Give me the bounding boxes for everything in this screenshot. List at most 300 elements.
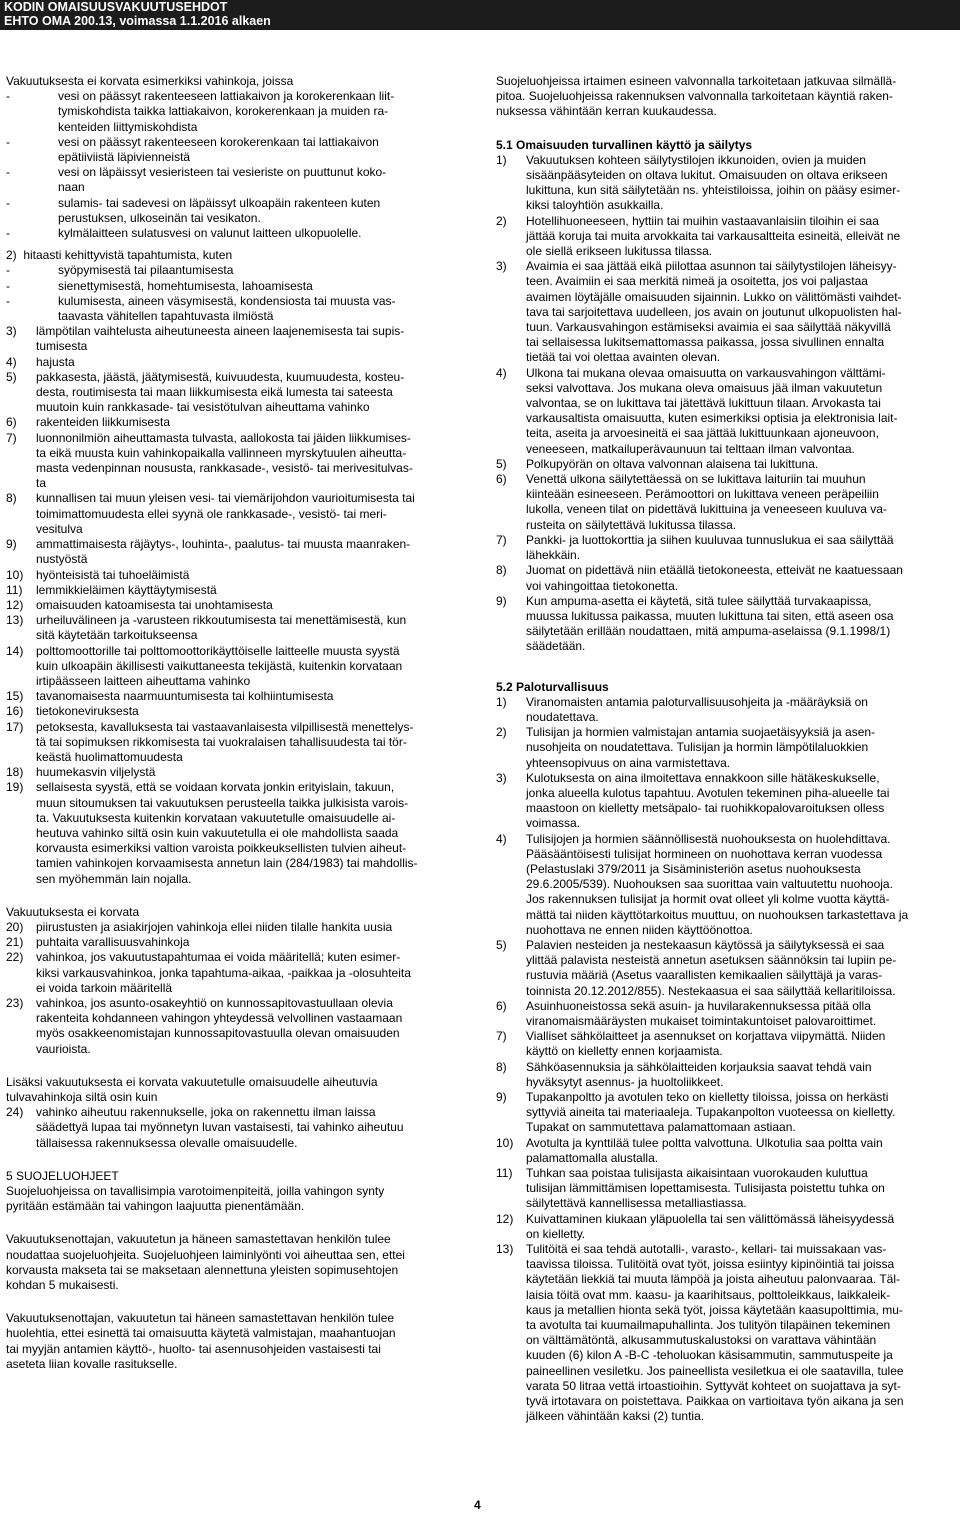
item-line: lämpötilan vaihtelusta aiheutuneesta aineen laajenemisesta tai supis- — [36, 324, 405, 339]
numbered-item — [496, 695, 956, 725]
item-line: tai sellaisessa lukitsemattomassa paikassa, jossa sivullinen ennalta — [526, 335, 885, 350]
item-number: 4) — [496, 365, 507, 380]
item-line: huumekasvin viljelystä — [36, 765, 156, 780]
item-line: kaus ja metallien hionta sekä työt, joissa käytetään kaasupolttimia, mu- — [526, 1302, 903, 1317]
item-line: vahinkoa, jos vakuutustapahtumaa ei voida määritellä; kuten esimer- — [36, 950, 401, 965]
item-line: Ulkona tai mukana olevaa omaisuutta on varkausvahingon välttämi- — [526, 365, 886, 380]
item-line: Tulisijojen ja hormien säännöllisestä nuohouksesta on huolehdittava. — [526, 831, 891, 846]
item-line: Viranomaisten antamia paloturvallisuusohjeita ja -määräyksiä on — [526, 694, 868, 709]
item-line: toinnista 20.12.2012/855). Nestekaasua ei saa säilyttää kellaritiloissa. — [526, 983, 896, 998]
exclusion-bullet — [6, 89, 476, 135]
dash-line: taavasta vähitellen tapahtuvasta ilmiöstä — [58, 309, 274, 324]
item-text — [36, 1105, 476, 1151]
item-line: sitä käytetään tarkoitukseensa — [36, 628, 198, 643]
item-line: sisäänpääsyteiden on oltava lukitut. Omaisuuden on oltava erikseen — [526, 168, 888, 183]
item-text — [36, 780, 476, 886]
item-line: jonka alueella kulotus tapahtuu. Avotulen tekeminen piha-alueelle tai — [526, 785, 890, 800]
item-line: veneeseen, matkailuperävaunuun tai telttaan ilman valvontaa. — [526, 441, 855, 456]
numbered-item — [496, 214, 956, 260]
item-line: laisia töitä ovat mm. kaasu- ja kaarihitsaus, polttoleikkaus, laikkaleik- — [526, 1287, 891, 1302]
item-number: 10) — [6, 567, 24, 582]
item-number: 1) — [496, 152, 507, 167]
numbered-item — [496, 771, 956, 832]
paragraph: noudattaa suojeluohjeita. Suojeluohjeen laiminlyönti voi aiheuttaa sen, ettei — [6, 1247, 405, 1262]
dash-marker: - — [6, 165, 10, 180]
item-text — [36, 613, 476, 643]
item-line: voimassa. — [526, 816, 581, 831]
item-number: 12) — [6, 597, 24, 612]
item-text — [36, 431, 476, 492]
item-line: toimimattomuudesta ellei syynä ole rankkasade-, vesistö- tai meri- — [36, 506, 387, 521]
item-line: Pankki- ja luottokorttia ja siihen kuuluvaa tunnuslukua ei saa säilyttää — [526, 532, 894, 547]
item-line: käytetään liekkiä tai muuta lämpöä ja joista aiheutuu palonvaaraa. Täl- — [526, 1272, 901, 1287]
item-line: avaimen löytäjälle omaisuuden sijainnin. Lukko on välittömästi vaihdet- — [526, 289, 902, 304]
dash-marker: - — [6, 195, 10, 210]
item-text — [526, 214, 956, 260]
exclusion-subbullet — [6, 263, 476, 278]
item-line: sellaisesta syystä, että se voidaan korvata jonkin erityislain, takuun, — [36, 780, 395, 795]
numbered-item — [6, 704, 476, 719]
item-number: 5) — [496, 937, 507, 952]
item-line: tyvä irtotavara on poistettava. Paikkaa on vartioitava työn aikana ja sen — [526, 1394, 904, 1409]
exclusion-bullet — [6, 226, 476, 241]
item-line: muutoin kuin rankkasade- tai vesistötulvan aiheuttama vahinko — [36, 400, 370, 415]
item-text — [36, 537, 476, 567]
item-text — [36, 996, 476, 1057]
numbered-item — [6, 920, 476, 935]
spacer — [6, 1057, 476, 1075]
item-line: valvontaa, se on lukittava tai jätettävä lukittuun tilaan. Arvokasta tai — [526, 396, 881, 411]
spacer — [6, 1151, 476, 1169]
exclusion-bullet — [6, 165, 476, 195]
item-number: 6) — [496, 472, 507, 487]
item-text — [36, 370, 476, 416]
item-line: Juomat on pidettävä niin etäällä tietokoneesta, etteivät ne kaatuessaan — [526, 563, 903, 578]
item-text — [526, 938, 956, 999]
item-line: Tupakat on sammutettava palamattomaan astiaan. — [526, 1120, 796, 1135]
item-number: 22) — [6, 950, 24, 965]
item-line: on välttämätöntä, alkusammutuskalustoksi on varattava vähintään — [526, 1333, 877, 1348]
numbered-item — [496, 999, 956, 1029]
item-line: vahinkoa, jos asunto-osakeyhtiö on kunnossapitovastuullaan olevia — [36, 995, 393, 1010]
numbered-item — [6, 537, 476, 567]
numbered-item — [6, 431, 476, 492]
item-line: varata 50 litraa vettä irtoastioihin. Syttyvät kohteet on suojattava ja syt- — [526, 1378, 901, 1393]
dash-marker: - — [6, 293, 10, 308]
item-text — [526, 999, 956, 1029]
paragraph: pitoa. Suojeluohjeissa rakennuksen valvonnalla tarkoitetaan käyntiä raken- — [496, 89, 893, 104]
item-number: 9) — [496, 1090, 507, 1104]
numbered-item — [6, 1105, 476, 1151]
numbered-item — [496, 725, 956, 771]
item-line: ta eikä muusta kuin vahinkopaikalla vallinneen myrskytuulen aiheutta- — [36, 445, 407, 460]
left-column — [6, 74, 476, 1372]
spacer — [6, 887, 476, 905]
item-line: nuohottava ne ennen niiden käyttöönottoa. — [526, 922, 753, 937]
item-line: rusteita on säilytettävä lukitussa tilassa. — [526, 517, 737, 532]
item-text — [526, 1212, 956, 1242]
item-line: myös osakkeenomistajan kunnossapitovastuulla olevan omaisuuden — [36, 1026, 400, 1041]
item-text — [36, 920, 476, 935]
numbered-item — [6, 780, 476, 886]
item-text — [36, 415, 476, 430]
numbered-item — [6, 720, 476, 766]
item-text — [36, 765, 476, 780]
item-line: muussa lukitussa paikassa, muuten lukittuna tai siten, että aseen osa — [526, 608, 894, 623]
item-line: mättä tai niiden käyttötarkoitus muuttuu, on nuohouksen tarkastettava ja — [526, 907, 909, 922]
numbered-item — [6, 935, 476, 950]
dash-line: sienettymisestä, homehtumisesta, lahoamisesta — [58, 278, 313, 293]
item-number: 2) — [496, 213, 507, 228]
item-text — [526, 725, 956, 771]
item-line: keästä huolimattomuudesta — [36, 749, 183, 764]
section-heading: 5.1 Omaisuuden turvallinen käyttö ja säilytys — [496, 137, 753, 152]
item-line: tamien vahinkojen korvaamisesta annetun lain (284/1983) tai mahdollis- — [36, 856, 418, 871]
paragraph: huolehtia, ettei esinettä tai omaisuutta käytetä valmistajan, maahantuojan — [6, 1326, 396, 1341]
item-text — [526, 1136, 956, 1166]
item-line: jättää koruja tai muita arvokkaita tai varkausaltteita esineitä, elleivät ne — [526, 228, 901, 243]
item-number: 6) — [6, 415, 17, 430]
numbered-item — [496, 1136, 956, 1166]
paragraph: aseteta liian kovalle rasitukselle. — [6, 1356, 178, 1371]
item-line: pakkasesta, jäästä, jäätymisestä, kuivuudesta, kuumuudesta, kosteu- — [36, 369, 405, 384]
numbered-item: 2) hitaasti kehittyvistä tapahtumista, kuten — [6, 248, 233, 263]
exclusion-subbullet — [6, 294, 476, 324]
item-line: irtipäässeen laitteen aiheuttama vahinko — [36, 673, 251, 688]
item-number: 7) — [496, 532, 507, 547]
item-line: säädetään. — [526, 639, 586, 654]
item-text — [36, 355, 476, 370]
item-line: jälkeen vähintään kaksi (2) tuntia. — [526, 1409, 705, 1424]
item-text — [36, 568, 476, 583]
numbered-item — [6, 765, 476, 780]
item-line: Kulotuksesta on aina ilmoitettava ennakkoon sille hätäkeskukselle, — [526, 770, 880, 785]
item-line: Kuivattaminen kiukaan yläpuolella tai sen välittömässä läheisyydessä — [526, 1211, 895, 1226]
dash-marker: - — [6, 278, 10, 293]
item-line: lähekkäin. — [526, 548, 581, 563]
spacer — [6, 1214, 476, 1232]
item-text — [526, 259, 956, 365]
item-number: 3) — [6, 324, 17, 339]
item-line: Pääsääntöisesti tulisijat hormineen on nuohottava kerran vuodessa — [526, 846, 883, 861]
numbered-item — [496, 366, 956, 457]
item-line: Jos rakennuksen tulisijat ja hormit ovat olleet yli kolme vuotta käyttä- — [526, 892, 890, 907]
numbered-item — [6, 996, 476, 1057]
numbered-item — [496, 259, 956, 365]
item-text — [526, 1060, 956, 1090]
paragraph: kohdan 5 mukaisesti. — [6, 1278, 119, 1293]
item-line: masta vedenpinnan noususta, rankkasade-, vesistö- tai merivesitulvas- — [36, 461, 413, 476]
numbered-item — [6, 950, 476, 996]
dash-line: perustuksen, ulkoseinän tai vesikaton. — [58, 210, 261, 225]
paragraph: Vakuutuksenottajan, vakuutetun tai häneen samastettavan henkilön tulee — [6, 1311, 395, 1326]
item-number: 11) — [496, 1166, 513, 1181]
item-line: Vakuutuksen kohteen säilytystilojen ikkunoiden, ovien ja muiden — [526, 152, 866, 167]
item-text — [526, 153, 956, 214]
numbered-item — [496, 1029, 956, 1059]
item-line: Asuinhuoneistossa sekä asuin- ja huvilarakennuksessa pitää olla — [526, 998, 871, 1013]
dash-line: vesi on päässyt rakenteeseen korokerenkaan tai lattiakaivon — [58, 134, 379, 149]
paragraph: tulvavahinkoja siltä osin kuin — [6, 1090, 158, 1104]
item-line: polttomoottorille tai polttomoottorikäyttöiselle laitteelle muusta syystä — [36, 643, 400, 658]
numbered-item — [496, 472, 956, 533]
item-line: tällaisessa rakennuksessa olevalle omaisuudelle. — [36, 1135, 298, 1150]
item-number: 7) — [496, 1029, 507, 1044]
item-number: 5) — [496, 456, 507, 471]
numbered-item — [6, 583, 476, 598]
dash-line: epätiiviistä läpivienneistä — [58, 150, 191, 165]
item-line: vahinko aiheutuu rakennukselle, joka on rakennettu ilman laissa — [36, 1105, 376, 1120]
numbered-item — [496, 938, 956, 999]
item-number: 12) — [496, 1211, 514, 1226]
numbered-item — [496, 1166, 956, 1212]
item-number: 14) — [6, 643, 24, 658]
numbered-item — [496, 594, 956, 655]
numbered-item — [6, 415, 476, 430]
item-line: tuun. Varkausvahingon estämiseksi avaimia ei saa säilyttää näkyvillä — [526, 320, 891, 335]
paragraph: pyritään estämään tai vahingon laajuutta pienentämään. — [6, 1199, 305, 1214]
item-line: ei voida tarkoin määritellä — [36, 980, 173, 995]
item-number: 6) — [496, 998, 507, 1013]
item-number: 4) — [6, 354, 17, 369]
item-number: 24) — [6, 1105, 24, 1120]
numbered-item — [496, 832, 956, 938]
paragraph: Vakuutuksesta ei korvata — [6, 904, 140, 919]
item-line: viranomaismääräysten mukaiset toimintakuntoiset palovaroittimet. — [526, 1013, 877, 1028]
item-line: lemmikkieläimen käyttäytymisestä — [36, 582, 217, 597]
item-number: 3) — [496, 259, 507, 274]
paragraph: Vakuutuksesta ei korvata esimerkiksi vahinkoja, joissa — [6, 74, 294, 88]
item-line: nustyöstä — [36, 552, 88, 567]
item-number: 8) — [496, 1059, 507, 1074]
numbered-item — [6, 644, 476, 690]
item-line: kiksi taloyhtiön asukkailla. — [526, 198, 664, 213]
item-line: palamattomalla alustalla. — [526, 1150, 659, 1165]
item-number: 19) — [6, 780, 24, 795]
dash-line: sulamis- tai sadevesi on läpäissyt ulkoapäin rakenteen kuten — [58, 195, 381, 210]
item-number: 21) — [6, 935, 24, 950]
dash-marker: - — [6, 89, 10, 104]
item-line: yhteensopivuus on aina varmistettava. — [526, 755, 731, 770]
dash-line: naan — [58, 180, 85, 195]
numbered-item — [6, 613, 476, 643]
item-number: 9) — [6, 537, 17, 552]
item-line: tumisesta — [36, 339, 88, 354]
item-line: kiksi varkausvahinkoa, jonka tapahtuma-aikaa, -paikkaa ja -olosuhteita — [36, 965, 411, 980]
item-number: 5) — [6, 369, 17, 384]
section-heading: 5.2 Paloturvallisuus — [496, 679, 609, 694]
item-line: Vialliset sähkölaitteet ja asennukset on korjattava viipymättä. Niiden — [526, 1029, 886, 1044]
item-line: teen. Avaimiin ei saa merkitä nimeä ja osoitetta, jos voi paljastaa — [526, 274, 868, 289]
spacer — [496, 120, 956, 138]
dash-line: vesi on läpäissyt vesieristeen tai vesieriste on puuttunut koko- — [58, 165, 387, 180]
spacer — [496, 655, 956, 673]
item-line: syttyviä aineita tai materiaaleja. Tupakanpolton vuoteessa on kielletty. — [526, 1105, 896, 1120]
item-text — [526, 472, 956, 533]
item-line: kuuden (6) kilon A -B-C -teholuokan käsisammutin, sammutuspeite ja — [526, 1348, 893, 1363]
item-line: 29.6.2005/539). Nuohouksen saa suorittaa vain valtuutettu nuohooja. — [526, 877, 893, 892]
item-text — [526, 695, 956, 725]
item-line: on kielletty. — [526, 1226, 586, 1241]
item-line: ylittää palavista nesteistä annetun asetuksen säännöksin tai lupiin pe- — [526, 953, 897, 968]
numbered-item — [496, 1060, 956, 1090]
item-line: noudatettava. — [526, 709, 599, 724]
page-number: 4 — [474, 1498, 481, 1512]
dash-line: tymiskohdista taikka lattiakaivon, korokerenkaan ja muiden ra- — [58, 104, 389, 119]
exclusion-subbullet — [6, 279, 476, 294]
item-number: 16) — [6, 704, 24, 719]
item-line: tietää tai voi olettaa avainten olevan. — [526, 350, 721, 365]
item-line: hyväksytyt asennus- ja huoltoliikkeet. — [526, 1074, 724, 1089]
item-line: rustuvia määriä (Asetus vaarallisten kemikaalien säilyttäjä ja varas- — [526, 968, 883, 983]
item-number: 4) — [496, 831, 507, 846]
item-text — [526, 1090, 956, 1136]
item-line: vaurioista. — [36, 1041, 91, 1056]
item-line: säilytettävä kannellisessa metalliastiassa. — [526, 1196, 747, 1211]
item-line: tulisijan lämmittämisen lopettamisesta. Tulisijasta poistettu tuhka on — [526, 1181, 885, 1196]
paragraph: Lisäksi vakuutuksesta ei korvata vakuutetulle omaisuudelle aiheutuvia — [6, 1074, 378, 1089]
item-line: Tupakanpoltto ja avotulen teko on kielletty tiloissa, joissa on herkästi — [526, 1090, 889, 1104]
numbered-item — [6, 355, 476, 370]
item-line: taavissa tiloissa. Tulitöitä ovat työt, joissa esiintyy kipinöintiä tai joissa — [526, 1257, 895, 1272]
numbered-item — [6, 491, 476, 537]
item-line: kuin ulkoapäin äkillisesti vaikuttaneesta tekijästä, kuitenkin korvataan — [36, 658, 403, 673]
item-line: maastoon on kielletty metsäpalo- tai ruohikkopalovaroituksen olless — [526, 801, 885, 816]
item-line: Avotulta ja kynttilää tulee poltta valvottuna. Ulkotulia saa poltta vain — [526, 1135, 883, 1150]
item-line: ole siellä erikseen lukitussa tilassa. — [526, 244, 713, 259]
item-line: omaisuuden katoamisesta tai unohtamisesta — [36, 597, 273, 612]
item-line: urheiluvälineen ja -varusteen rikkoutumisesta tai menettämisestä, kun — [36, 613, 407, 628]
item-line: hyönteisistä tai tuhoeläimistä — [36, 567, 190, 582]
numbered-item — [496, 1090, 956, 1136]
dash-marker: - — [6, 226, 10, 241]
item-line: rakenteiden liikkumisesta — [36, 415, 171, 430]
item-line: Palavien nesteiden ja nestekaasun käytössä ja säilytyksessä ei saa — [526, 937, 885, 952]
paragraph: tai myyjän antamien käyttö-, huolto- tai asennusohjeiden vastaisesti tai — [6, 1341, 381, 1356]
item-line: seksi valvottava. Jos mukana oleva omaisuus jää ilman vakuutetun — [526, 380, 883, 395]
item-line: säilytetään erillään noudattaen, mitä ampuma-aselaissa (9.1.1998/1) — [526, 624, 891, 639]
dash-line: vesi on päässyt rakenteeseen lattiakaivon ja korokerenkaan liit- — [58, 89, 395, 104]
dash-line: kenteiden liittymiskohdista — [58, 119, 198, 134]
item-text — [36, 598, 476, 613]
item-number: 2) — [496, 725, 507, 740]
document-title: KODIN OMAISUUSVAKUUTUSEHDOT — [4, 0, 228, 14]
item-number: 11) — [6, 582, 23, 597]
numbered-item — [496, 1242, 956, 1424]
item-line: Tuhkan saa poistaa tulisijasta aikaisintaan vuorokauden kuluttua — [526, 1166, 868, 1181]
numbered-item — [6, 370, 476, 416]
item-line: sen myöhemmän lain nojalla. — [36, 871, 192, 886]
item-number: 13) — [6, 613, 24, 628]
item-line: Tulisijan ja hormien valmistajan antamia suojaetäisyyksiä ja asen- — [526, 725, 876, 740]
item-line: teita, aseita ja arvoesineitä ei saa jättää lukittuunkaan ajoneuvoon, — [526, 426, 879, 441]
numbered-item — [496, 563, 956, 593]
item-number: 9) — [496, 593, 507, 608]
item-line: petoksesta, kavalluksesta tai vastaavanlaisesta vilpillisestä menettelys- — [36, 719, 414, 734]
item-text — [526, 563, 956, 593]
item-line: paineellinen vesiletku. Jos paineellista vesiletkua ei ole saatavilla, tulee — [526, 1363, 904, 1378]
item-line: tava tai sarjoitettava uudelleen, jos avain on joutunut ulkopuolisten hal- — [526, 304, 902, 319]
item-number: 7) — [6, 430, 17, 445]
item-text — [526, 457, 956, 472]
item-number: 1) — [496, 694, 507, 709]
item-line: korvausta esimerkiksi valtion varoista poikkeuksellisten tulvien aiheut- — [36, 841, 407, 856]
item-number: 15) — [6, 689, 24, 704]
section-heading: 5 SUOJELUOHJEET — [6, 1168, 119, 1183]
item-text — [36, 491, 476, 537]
item-number: 23) — [6, 995, 24, 1010]
item-line: Sähköasennuksia ja sähkölaitteiden korjauksia saavat tehdä vain — [526, 1059, 872, 1074]
item-line: tietokoneviruksesta — [36, 704, 139, 719]
item-line: rakenteita kohdanneen vahingon yhteydessä velvollinen vastaamaan — [36, 1011, 403, 1026]
item-line: Kun ampuma-asetta ei käytetä, sitä tulee säilyttää turvakaapissa, — [526, 593, 872, 608]
numbered-item — [496, 457, 956, 472]
item-text — [36, 704, 476, 719]
item-text — [526, 533, 956, 563]
item-line: desta, routimisesta tai maan liikkumisesta eikä lumesta tai sateesta — [36, 385, 393, 400]
item-number: 3) — [496, 770, 507, 785]
paragraph: korvausta makseta tai se maksetaan alennettuna yleisten sopimusehtojen — [6, 1262, 399, 1277]
item-text — [526, 1166, 956, 1212]
numbered-item — [6, 324, 476, 354]
item-number: 8) — [6, 491, 17, 506]
spacer — [6, 1293, 476, 1311]
item-line: tavanomaisesta naarmuuntumisesta tai kolhiintumisesta — [36, 689, 334, 704]
item-line: ammattimaisesta räjäytys-, louhinta-, paalutus- tai muusta maanraken- — [36, 537, 411, 552]
item-line: lukittuna, kun sitä säilytetään ns. yhteistiloissa, joihin on pääsy esimer- — [526, 183, 901, 198]
dash-line: kylmälaitteen sulatusvesi on valunut laitteen ulkopuolelle. — [58, 226, 362, 241]
paragraph: Vakuutuksenottajan, vakuutetun ja häneen samastettavan henkilön tulee — [6, 1232, 391, 1247]
item-number: 13) — [496, 1242, 514, 1257]
item-line: ta avotulta tai kuumailmapuhallinta. Jos tulityön tilapäinen tekeminen — [526, 1318, 891, 1333]
document-subtitle: EHTO OMA 200.13, voimassa 1.1.2016 alkaen — [4, 14, 271, 28]
item-line: ta. Vakuutuksesta kuitenkin korvataan vakuutetulle omaisuudelle ai- — [36, 810, 396, 825]
item-line: varkausaltista omaisuutta, kuten esimerkiksi optisia ja elektronisia lait- — [526, 411, 898, 426]
item-text — [526, 1029, 956, 1059]
paragraph: nuksessa vähintään kerran kuukaudessa. — [496, 104, 717, 119]
item-line: Hotellihuoneeseen, hyttiin tai muihin vastaavanlaisiin tiloihin ei saa — [526, 213, 879, 228]
dash-line: kulumisesta, aineen väsymisestä, kondensiosta tai muusta vas- — [58, 293, 396, 308]
item-line: muun sitoumuksen tai vakuutuksen perusteella taikka julkisista varois- — [36, 795, 409, 810]
item-line: piirustusten ja asiakirjojen vahinkoja ellei niiden tilalle hankita uusia — [36, 919, 393, 934]
spacer — [496, 673, 956, 680]
item-line: Avaimia ei saa jättää eikä piilottaa asunnon tai säilytystilojen läheisyy- — [526, 259, 897, 274]
paragraph: Suojeluohjeissa irtaimen esineen valvonnalla tarkoitetaan jatkuvaa silmällä- — [496, 74, 897, 88]
item-text — [36, 720, 476, 766]
numbered-item — [6, 568, 476, 583]
item-text — [36, 950, 476, 996]
item-text — [526, 1242, 956, 1424]
exclusion-bullet — [6, 196, 476, 226]
item-line: voi vahingoittaa tietokonetta. — [526, 578, 679, 593]
item-line: käyttö on kielletty ennen korjaamista. — [526, 1044, 723, 1059]
numbered-item — [496, 153, 956, 214]
right-column — [496, 74, 956, 1424]
paragraph: Suojeluohjeissa on tavallisimpia varotoimenpiteitä, joilla vahingon synty — [6, 1184, 385, 1199]
dash-line: syöpymisestä tai pilaantumisesta — [58, 263, 234, 278]
item-text — [526, 832, 956, 938]
item-line: heutuva vahinko siltä osin kuin vakuutetulla ei ole mahdollista saada — [36, 825, 399, 840]
item-number: 10) — [496, 1135, 514, 1150]
item-line: nusohjeita on noudatettava. Tulisijan ja hormin lämpötilaluokkien — [526, 740, 869, 755]
item-number: 20) — [6, 919, 24, 934]
item-line: hajusta — [36, 354, 75, 369]
spacer — [6, 241, 476, 248]
item-text — [526, 771, 956, 832]
item-line: Venettä ulkona säilytettäessä on se lukittava laituriin tai muuhun — [526, 472, 866, 487]
item-line: tä tai sopimuksen rikkomisesta tai vuokralaisen tahallisuudesta tai tör- — [36, 734, 407, 749]
item-line: kunnallisen tai muun yleisen vesi- tai viemärijohdon vaurioitumisesta tai — [36, 491, 415, 506]
